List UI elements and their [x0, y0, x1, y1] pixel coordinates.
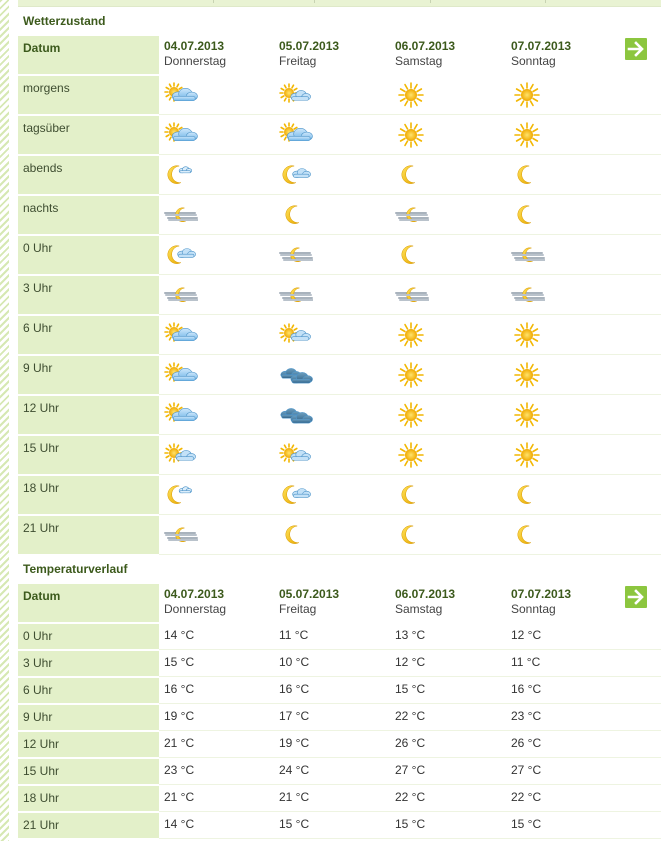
row-separator	[159, 114, 661, 115]
temperature_section-section-title: Temperaturverlauf	[23, 562, 128, 576]
moon-fog-icon	[509, 241, 545, 269]
temperature-value: 21 °C	[164, 736, 195, 750]
weather-row-label: 12 Uhr	[23, 401, 60, 415]
temperature-row-label: 12 Uhr	[23, 737, 60, 751]
day-weekday: Samstag	[395, 602, 443, 616]
moon-cloud-icon	[277, 481, 313, 509]
weather-row-label: 6 Uhr	[23, 321, 53, 335]
temperature-value: 19 °C	[279, 736, 310, 750]
temperature-value: 13 °C	[395, 628, 426, 642]
moon-icon	[509, 201, 545, 229]
moon-fog-icon	[509, 281, 545, 309]
sun-light-cloud-icon	[162, 441, 198, 469]
weather-row-label: 3 Uhr	[23, 281, 53, 295]
temperature-row-label: 0 Uhr	[23, 629, 53, 643]
day-date: 07.07.2013	[511, 587, 572, 601]
weather-row-label-cell	[18, 196, 159, 234]
temperature-row-label-cell	[18, 705, 159, 730]
moon-icon	[509, 161, 545, 189]
moon-icon	[393, 481, 429, 509]
row-separator	[159, 811, 661, 812]
temperature-row-label: 3 Uhr	[23, 656, 53, 670]
temperature-value: 15 °C	[395, 817, 426, 831]
moon-light-cloud-icon	[162, 161, 198, 189]
row-separator	[159, 234, 661, 235]
sun-icon	[509, 441, 545, 469]
dark-clouds-icon	[277, 361, 313, 389]
date-label-cell	[18, 36, 159, 74]
day-header	[279, 587, 339, 617]
sun-light-cloud-icon	[277, 81, 313, 109]
moon-icon	[393, 161, 429, 189]
day-weekday: Freitag	[279, 602, 317, 616]
sun-cloud-icon	[277, 121, 313, 149]
moon-icon	[509, 521, 545, 549]
date-label: Datum	[23, 41, 61, 55]
sun-icon	[509, 81, 545, 109]
moon-fog-icon	[393, 201, 429, 229]
temperature-value: 19 °C	[164, 709, 195, 723]
weather-row-label: tagsüber	[23, 121, 70, 135]
temperature-value: 22 °C	[395, 790, 426, 804]
day-date: 05.07.2013	[279, 587, 340, 601]
row-separator	[159, 434, 661, 435]
row-separator	[159, 703, 661, 704]
temperature-value: 27 °C	[395, 763, 426, 777]
day-header	[164, 587, 226, 617]
row-separator	[159, 730, 661, 731]
temperature-value: 12 °C	[395, 655, 426, 669]
sun-icon	[393, 401, 429, 429]
row-separator	[159, 757, 661, 758]
temperature-row-label-cell	[18, 678, 159, 703]
temperature-value: 14 °C	[164, 628, 195, 642]
temperature-value: 21 °C	[164, 790, 195, 804]
sun-cloud-icon	[162, 401, 198, 429]
moon-light-cloud-icon	[162, 481, 198, 509]
moon-fog-icon	[162, 521, 198, 549]
temperature-row-label-cell	[18, 732, 159, 757]
temperature-value: 26 °C	[395, 736, 426, 750]
weather-row-label: 9 Uhr	[23, 361, 53, 375]
weather_section-section-title: Wetterzustand	[23, 14, 106, 28]
moon-icon	[393, 241, 429, 269]
sun-icon	[393, 441, 429, 469]
moon-fog-icon	[162, 201, 198, 229]
temperature-value: 23 °C	[164, 763, 195, 777]
day-weekday: Donnerstag	[164, 54, 227, 68]
sun-cloud-icon	[162, 81, 198, 109]
temperature-value: 24 °C	[279, 763, 310, 777]
day-weekday: Samstag	[395, 54, 443, 68]
row-separator	[159, 514, 661, 515]
moon-icon	[277, 521, 313, 549]
day-header	[511, 39, 571, 69]
sun-icon	[509, 321, 545, 349]
temperature-row-label-cell	[18, 651, 159, 676]
day-weekday: Sonntag	[511, 54, 556, 68]
sun-icon	[509, 401, 545, 429]
temperature-row-label: 6 Uhr	[23, 683, 53, 697]
sun-light-cloud-icon	[277, 441, 313, 469]
weather-row-label: 0 Uhr	[23, 241, 53, 255]
date-label: Datum	[23, 589, 61, 603]
temperature-row-label: 9 Uhr	[23, 710, 53, 724]
weather-row-label: nachts	[23, 201, 59, 215]
sun-cloud-icon	[162, 361, 198, 389]
day-date: 07.07.2013	[511, 39, 572, 53]
day-weekday: Freitag	[279, 54, 317, 68]
temperature-value: 14 °C	[164, 817, 195, 831]
weather-row-label-cell	[18, 316, 159, 354]
sun-icon	[393, 81, 429, 109]
next-days-button[interactable]	[625, 38, 647, 60]
moon-cloud-icon	[162, 241, 198, 269]
moon-icon	[509, 481, 545, 509]
weather-row-label-cell	[18, 156, 159, 194]
temperature-value: 11 °C	[511, 655, 541, 669]
temperature-row-label-cell	[18, 786, 159, 811]
temperature-row-label-cell	[18, 759, 159, 784]
temperature-value: 22 °C	[395, 709, 426, 723]
temperature-value: 12 °C	[511, 628, 542, 642]
temperature-value: 15 °C	[395, 682, 426, 696]
row-separator	[159, 838, 661, 839]
weather-row-label-cell	[18, 356, 159, 394]
moon-icon	[393, 521, 429, 549]
day-header	[395, 39, 455, 69]
moon-fog-icon	[162, 281, 198, 309]
temperature-row-label: 21 Uhr	[23, 818, 60, 832]
weather-row-label: 18 Uhr	[23, 481, 60, 495]
sun-icon	[509, 121, 545, 149]
arrow-right-icon	[625, 586, 647, 608]
row-separator	[159, 354, 661, 355]
arrow-right-icon	[625, 38, 647, 60]
day-weekday: Donnerstag	[164, 602, 227, 616]
dark-clouds-icon	[277, 401, 313, 429]
temperature-value: 15 °C	[279, 817, 310, 831]
day-date: 05.07.2013	[279, 39, 340, 53]
day-date: 04.07.2013	[164, 39, 225, 53]
temperature-value: 22 °C	[511, 790, 542, 804]
temperature-row-label-cell	[18, 813, 159, 838]
weather-row-label-cell	[18, 516, 159, 554]
moon-cloud-icon	[277, 161, 313, 189]
moon-fog-icon	[277, 281, 313, 309]
sun-light-cloud-icon	[277, 321, 313, 349]
weather-row-label: 21 Uhr	[23, 521, 60, 535]
temperature-row-label: 18 Uhr	[23, 791, 60, 805]
weather-row-label-cell	[18, 476, 159, 514]
day-weekday: Sonntag	[511, 602, 556, 616]
weather-row-label-cell	[18, 116, 159, 154]
temperature-value: 16 °C	[279, 682, 310, 696]
decorative-left-border	[0, 0, 9, 841]
temperature-row-label-cell	[18, 624, 159, 649]
weather-row-label-cell	[18, 276, 159, 314]
row-separator	[159, 154, 661, 155]
temperature-value: 16 °C	[164, 682, 195, 696]
sun-cloud-icon	[162, 321, 198, 349]
date-label-cell	[18, 584, 159, 622]
temperature-value: 17 °C	[279, 709, 310, 723]
weather-row-label-cell	[18, 76, 159, 114]
temperature-value: 15 °C	[164, 655, 195, 669]
sun-icon	[393, 361, 429, 389]
temperature-value: 26 °C	[511, 736, 542, 750]
temperature-value: 27 °C	[511, 763, 542, 777]
temperature-row-label: 15 Uhr	[23, 764, 60, 778]
sun-cloud-icon	[162, 121, 198, 149]
day-header	[511, 587, 571, 617]
row-separator	[159, 649, 661, 650]
day-header	[164, 39, 226, 69]
row-separator	[159, 194, 661, 195]
day-date: 06.07.2013	[395, 587, 456, 601]
weather-row-label: abends	[23, 161, 63, 175]
row-separator	[159, 474, 661, 475]
moon-fog-icon	[277, 241, 313, 269]
sun-icon	[393, 121, 429, 149]
day-header	[279, 39, 339, 69]
moon-icon	[277, 201, 313, 229]
row-separator	[159, 274, 661, 275]
weather-row-label: morgens	[23, 81, 70, 95]
temperature-value: 15 °C	[511, 817, 542, 831]
temperature-value: 10 °C	[279, 655, 310, 669]
moon-fog-icon	[393, 281, 429, 309]
row-separator	[159, 394, 661, 395]
row-separator	[159, 554, 661, 555]
row-separator	[159, 676, 661, 677]
row-separator	[159, 314, 661, 315]
previous-table-bottom-strip	[18, 0, 661, 7]
temperature-value: 21 °C	[279, 790, 310, 804]
row-separator	[159, 784, 661, 785]
weather-row-label: 15 Uhr	[23, 441, 60, 455]
temperature-value: 16 °C	[511, 682, 542, 696]
temperature-value: 23 °C	[511, 709, 542, 723]
temperature-value: 11 °C	[279, 628, 309, 642]
next-days-button[interactable]	[625, 586, 647, 608]
weather-row-label-cell	[18, 436, 159, 474]
weather-row-label-cell	[18, 396, 159, 434]
day-date: 04.07.2013	[164, 587, 225, 601]
sun-icon	[509, 361, 545, 389]
day-date: 06.07.2013	[395, 39, 456, 53]
weather-row-label-cell	[18, 236, 159, 274]
sun-icon	[393, 321, 429, 349]
day-header	[395, 587, 455, 617]
